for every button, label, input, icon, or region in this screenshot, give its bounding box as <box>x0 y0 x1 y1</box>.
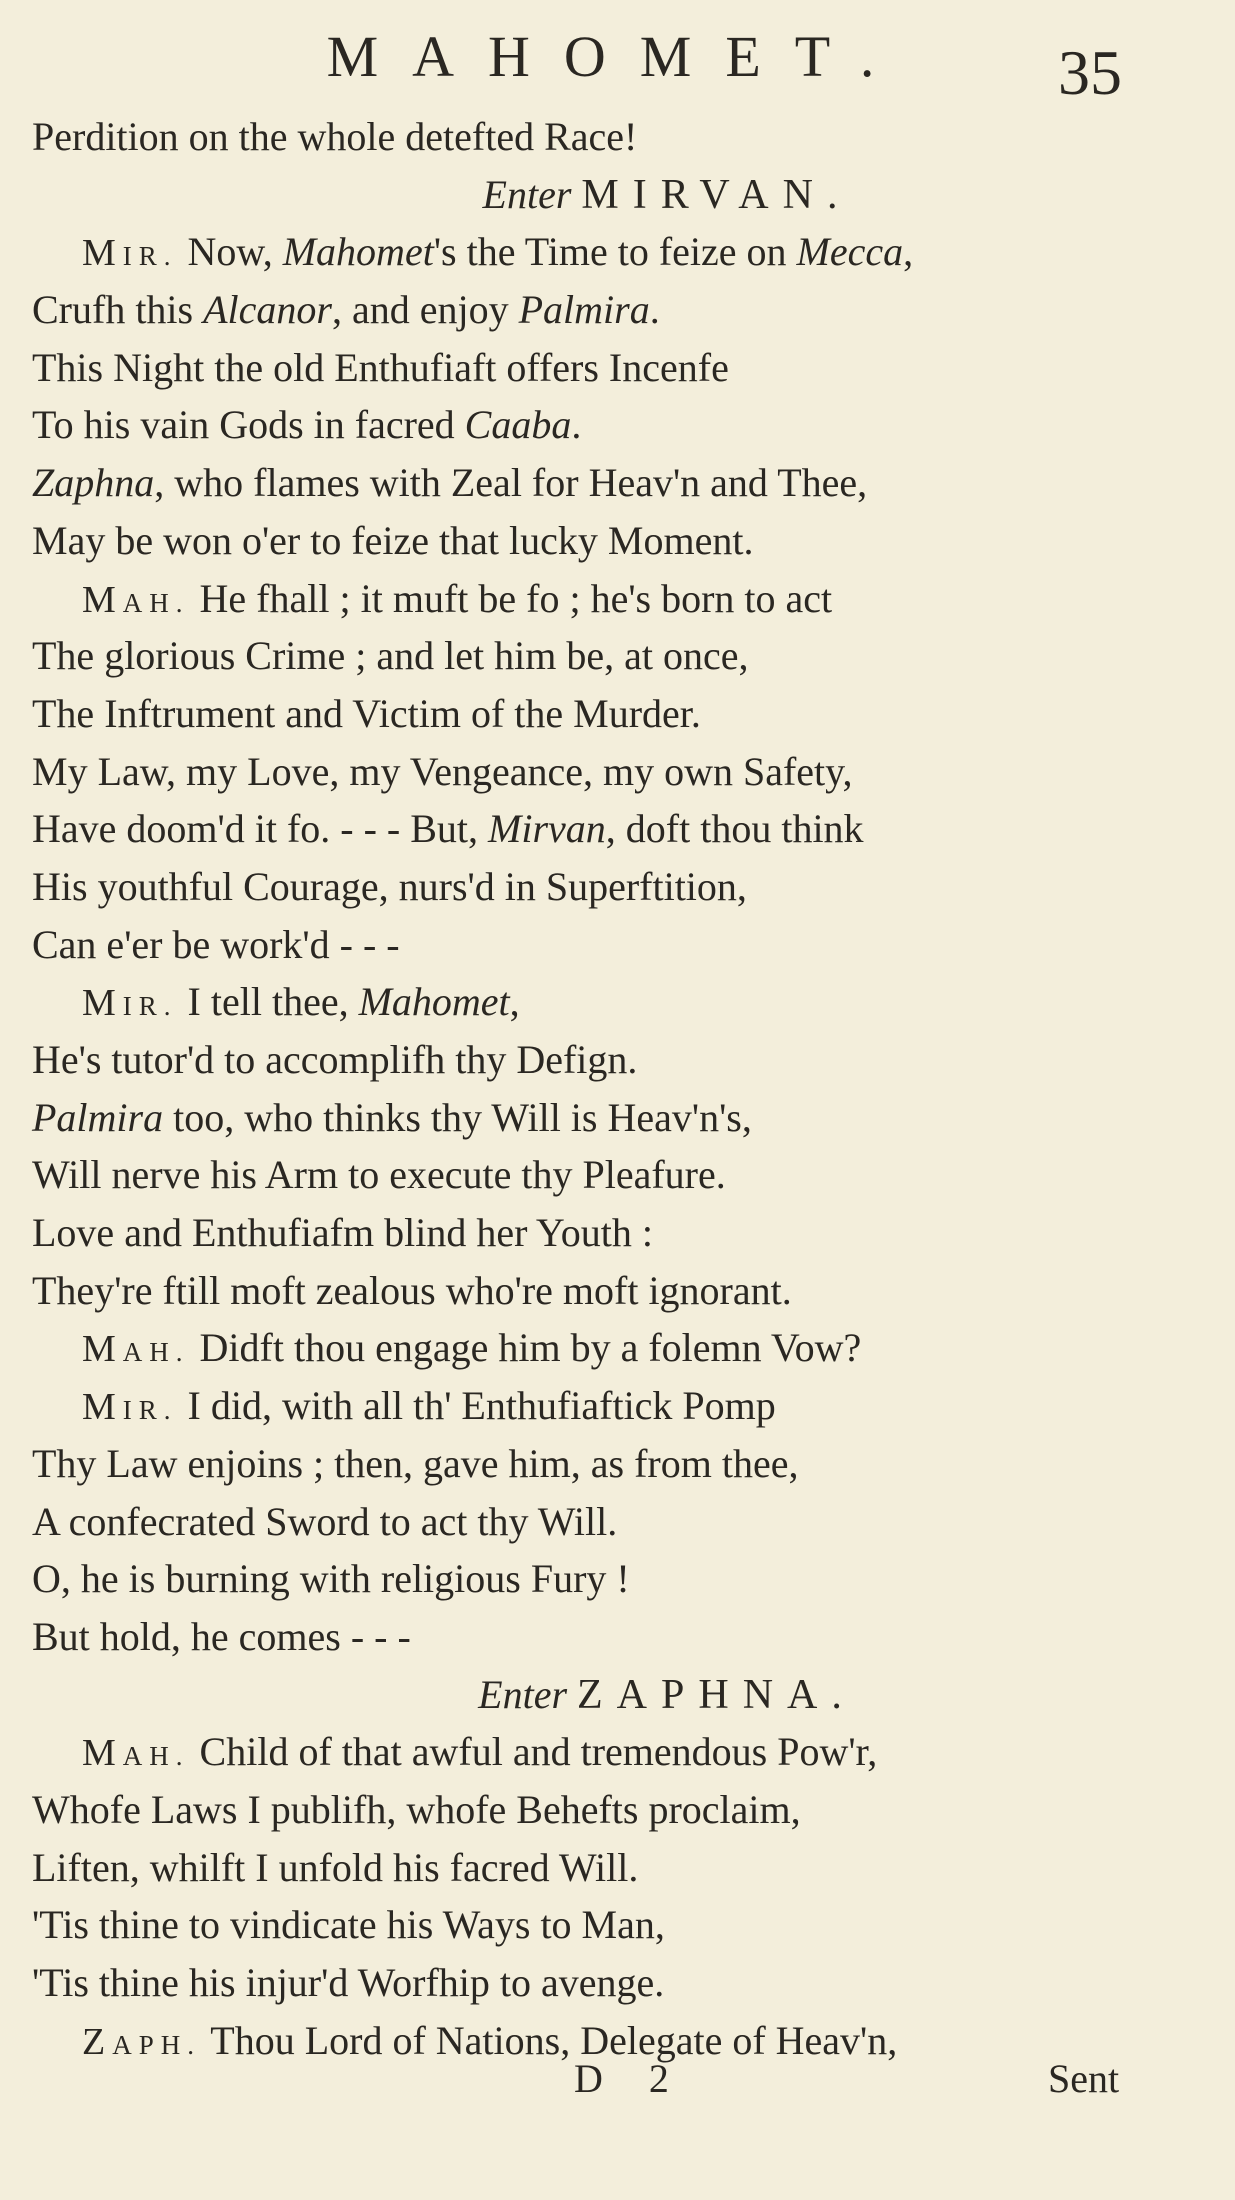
speaker-label: MAH. <box>82 578 190 621</box>
text-line: Will nerve his Arm to execute thy Pleafure. <box>32 1152 726 1198</box>
text-line: The glorious Crime ; and let him be, at once, <box>32 633 749 679</box>
text-line: Crufh this Alcanor, and enjoy Palmira. <box>32 287 660 333</box>
text-line: Liften, whilft I unfold his facred Will. <box>32 1844 639 1890</box>
speech-line: MIR. Now, Mahomet's the Time to feize on Mecca, <box>82 229 914 275</box>
text-line: My Law, my Love, my Vengeance, my own Safety, <box>32 748 853 794</box>
speech-line: MAH. Child of that awful and tremendous Pow'r, <box>82 1729 878 1775</box>
text-line: May be won o'er to feize that lucky Moment. <box>32 517 754 563</box>
text-line: This Night the old Enthufiaft offers Incenfe <box>32 344 729 390</box>
text-line: O, he is burning with religious Fury ! <box>32 1556 630 1602</box>
text-line: Thy Law enjoins ; then, gave him, as from thee, <box>32 1440 799 1486</box>
stage-direction: Enter MIRVAN. <box>482 171 852 218</box>
speaker-label: MIR. <box>82 232 178 275</box>
stage-direction: Enter ZAPHNA. <box>478 1671 856 1718</box>
page-body <box>32 108 1182 2069</box>
text-line: They're ftill moft zealous who're moft ignorant. <box>32 1267 792 1313</box>
text-line: Whofe Laws I publifh, whofe Behefts proclaim, <box>32 1786 801 1832</box>
text-line: A confecrated Sword to act thy Will. <box>32 1498 618 1544</box>
text-line: But hold, he comes - - - <box>32 1613 411 1659</box>
speaker-label: ZAPH. <box>82 2020 201 2063</box>
text-line: 'Tis thine his injur'd Worfhip to avenge. <box>32 1960 665 2005</box>
speech-line: ZAPH. Thou Lord of Nations, Delegate of Heav'n, <box>82 2017 898 2063</box>
text-line: He's tutor'd to accomplifh thy Defign. <box>32 1037 638 1082</box>
signature-mark: D 2 <box>574 2056 687 2101</box>
text-line: Perdition on the whole detefted Race! <box>32 114 638 159</box>
speech-line: MAH. He fhall ; it muft be fo ; he's born to act <box>82 575 833 621</box>
text-line: 'Tis thine to vindicate his Ways to Man, <box>32 1902 665 1948</box>
running-title: MAHOMET. <box>326 24 909 89</box>
speech-line: MIR. I did, with all th' Enthufiaftick Pomp <box>82 1383 776 1429</box>
text-line: Palmira too, who thinks thy Will is Heav'n's, <box>32 1094 752 1140</box>
speech-line: MAH. Didft thou engage him by a folemn Vow? <box>82 1325 862 1371</box>
text-line: His youthful Courage, nurs'd in Superftition, <box>32 863 747 909</box>
speech-line: MIR. I tell thee, Mahomet, <box>82 979 520 1025</box>
text-line: Can e'er be work'd - - - <box>32 921 400 967</box>
text-line: The Inftrument and Victim of the Murder. <box>32 690 701 736</box>
text-line: Zaphna, who flames with Zeal for Heav'n and Thee, <box>32 460 868 506</box>
speaker-label: MAH. <box>82 1328 190 1371</box>
text-line: To his vain Gods in facred Caaba. <box>32 402 582 448</box>
page-number: 35 <box>1058 37 1122 108</box>
speaker-label: MIR. <box>82 1386 178 1429</box>
text-line: Love and Enthufiafm blind her Youth : <box>32 1210 654 1256</box>
speaker-label: MIR. <box>82 982 178 1025</box>
catchword: Sent <box>1048 2056 1120 2101</box>
text-line: Have doom'd it fo. - - - But, Mirvan, doft thou think <box>32 806 864 852</box>
speaker-label: MAH. <box>82 1732 190 1775</box>
